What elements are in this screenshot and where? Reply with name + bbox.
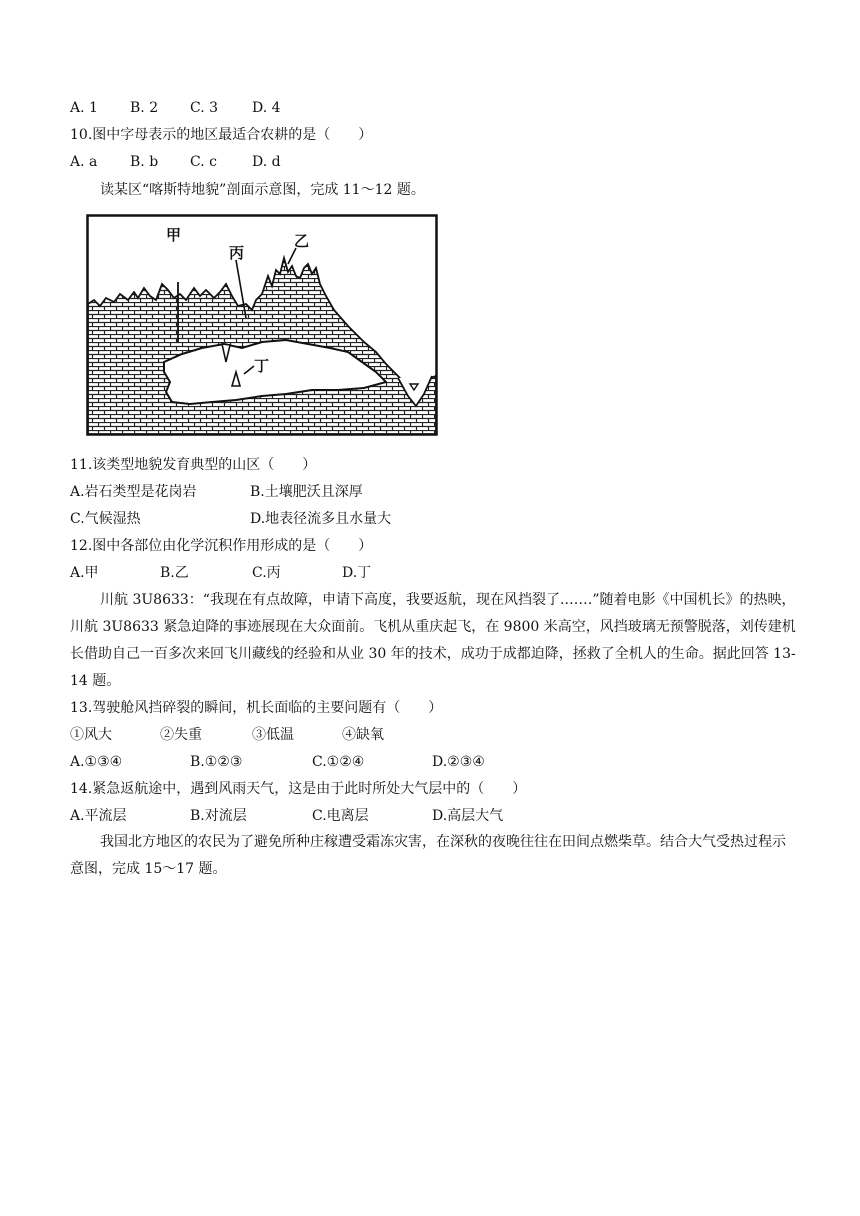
q11-option-d: D.地表径流多且水量大 [250,511,392,527]
q12-option-b: B.乙 [160,565,189,581]
q11-options-row1 [70,482,363,502]
label-jia: 甲 [166,226,182,244]
q10-option-c: C. c [190,154,217,170]
q11-option-b: B.土壤肥沃且深厚 [250,484,363,500]
q14-options [70,806,503,826]
q13-item-2: ②失重 [160,727,202,743]
q10-option-d: D. d [252,154,281,170]
karst-diagram-svg [86,214,438,436]
q14-option-b: B.对流层 [190,808,247,824]
label-bing: 丙 [229,244,245,262]
intro-13-14: 川航 3U8633：“我现在有点故障，申请下高度，我要返航，现在风挡裂了.……”随着电影《中国机长》的热映，川航 3U8633 紧急迫降的事迹展现在大众面前。飞机从重庆起飞，在 9800 米高空，风挡玻璃无预警脱落，刘传建机长借助自己一百多次来回飞川藏线的经验和从业 30 年的技术，成功于成都迫降，拯救了全机人的生命。据此回答 13-14 题。 [70,592,796,689]
q9-options [70,98,281,118]
q12-option-c: C.丙 [252,565,281,581]
q13-option-c: C.①②④ [312,754,365,770]
q14-option-d: D.高层大气 [432,808,504,824]
q9-option-d: D. 4 [252,100,281,116]
karst-cross-section-figure [86,214,438,436]
q10-options [70,152,281,172]
q13-item-1: ①风大 [70,727,112,743]
q13-items [70,725,384,745]
q12-options [70,563,371,583]
q9-option-c: C. 3 [190,100,219,116]
label-ding: 丁 [254,357,270,375]
intro-11-12: 读某区“喀斯特地貌”剖面示意图，完成 11～12 题。 [100,182,425,198]
q13-option-d: D.②③④ [432,754,485,770]
q13-item-3: ③低温 [252,727,294,743]
q13-item-4: ④缺氧 [342,727,384,743]
q13-option-b: B.①②③ [190,754,243,770]
label-yi: 乙 [294,232,310,250]
q10-option-a: A. a [70,154,98,170]
q10-option-b: B. b [130,154,159,170]
q11-options-row2 [70,509,391,529]
q13-stem: 13.驾驶舱风挡碎裂的瞬间，机长面临的主要问题有（ ） [70,700,443,716]
q11-stem: 11.该类型地貌发育典型的山区（ ） [70,457,317,473]
q9-option-a: A. 1 [70,100,98,116]
q14-stem: 14.紧急返航途中，遇到风雨天气，这是由于此时所处大气层中的（ ） [70,781,527,797]
q11-option-a: A.岩石类型是花岗岩 [70,484,197,500]
q12-option-d: D.丁 [342,565,372,581]
q13-option-a: A.①③④ [70,754,123,770]
q9-option-b: B. 2 [130,100,159,116]
q14-option-a: A.平流层 [70,808,127,824]
q12-option-a: A.甲 [70,565,99,581]
q13-options [70,752,485,772]
intro-15-17: 我国北方地区的农民为了避免所种庄稼遭受霜冻灾害，在深秋的夜晚往往在田间点燃柴草。结合大气受热过程示意图，完成 15～17 题。 [70,834,786,877]
q14-option-c: C.电离层 [312,808,369,824]
q12-stem: 12.图中各部位由化学沉积作用形成的是（ ） [70,538,373,554]
q11-option-c: C.气候湿热 [70,511,141,527]
q10-stem: 10.图中字母表示的地区最适合农耕的是（ ） [70,127,373,143]
